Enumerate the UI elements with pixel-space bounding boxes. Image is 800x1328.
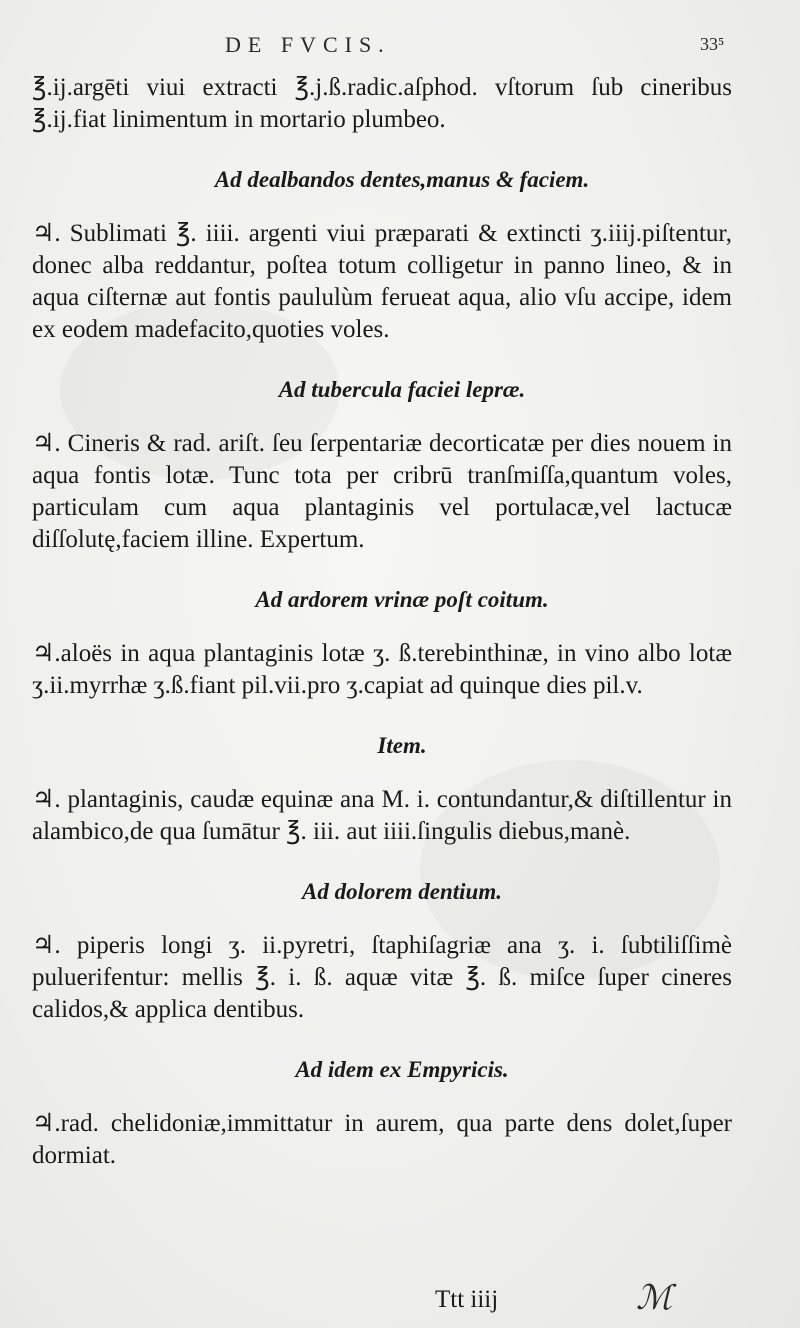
body-text <box>32 72 732 1172</box>
page-number: 33⁵ <box>700 34 725 54</box>
recipe-paragraph: ♃. Sublimati ℥. iiii. argenti viui præparati & extincti ʒ.iiij.piſtentur, donec alba reddantur, poſtea totum colligetur in panno lineo, & in aqua ciſternæ aut fontis paululùm ferueat aqua, alio vſu accipe, idem ex eodem madefacito,quoties voles. <box>32 220 732 343</box>
section-heading: Ad dolorem dentium. <box>302 879 502 904</box>
section-heading: Ad tubercula faciei lepræ. <box>278 377 526 402</box>
recipe-paragraph: ♃. plantaginis, caudæ equinæ ana M. i. contundantur,& diſtillentur in alambico,de qua ſumātur ℥. iii. aut iiii.ſingulis diebus,manè. <box>32 786 732 845</box>
catchword: Ttt iiij <box>435 1286 499 1313</box>
recipe-paragraph: ♃. piperis longi ʒ. ii.pyretri, ſtaphiſagriæ ana ʒ. i. ſubtiliſſimè puluerifentur: mellis ℥. i. ß. aquæ vitæ ℥. ß. miſce ſuper cineres calidos,& applica dentibus. <box>32 932 732 1023</box>
recipe-paragraph: ♃. Cineris & rad. ariſt. ſeu ſerpentariæ decorticatæ per dies nouem in aqua fontis lotæ. Tunc tota per cribrū tranſmiſſa,quantum voles, particulam cum aqua plantaginis vel portulacæ,vel lactucæ diſſolutę,faciem illine. Expertum. <box>32 430 732 553</box>
recipe-paragraph: ℥.ij.argēti viui extracti ℥.j.ß.radic.aſphod. vſtorum ſub cineribus ℥.ij.fiat linimentum in mortario plumbeo. <box>32 74 732 133</box>
section-heading: Item. <box>377 733 427 758</box>
running-head: DE FVCIS. <box>225 32 391 57</box>
recipe-paragraph: ♃.aloës in aqua plantaginis lotæ ʒ. ß.terebinthinæ, in vino albo lotæ ʒ.ii.myrrhæ ʒ.ß.fiant pil.vii.pro ʒ.capiat ad quinque dies pil.v. <box>32 640 732 699</box>
section-heading: Ad dealbandos dentes,manus & faciem. <box>214 167 590 192</box>
corner-mark: ℳ <box>636 1280 673 1317</box>
section-heading: Ad ardorem vrinæ poſt coitum. <box>255 587 549 612</box>
section-heading: Ad idem ex Empyricis. <box>295 1057 509 1082</box>
recipe-paragraph: ♃.rad. chelidoniæ,immittatur in aurem, qua parte dens dolet,ſuper dormiat. <box>32 1110 732 1169</box>
